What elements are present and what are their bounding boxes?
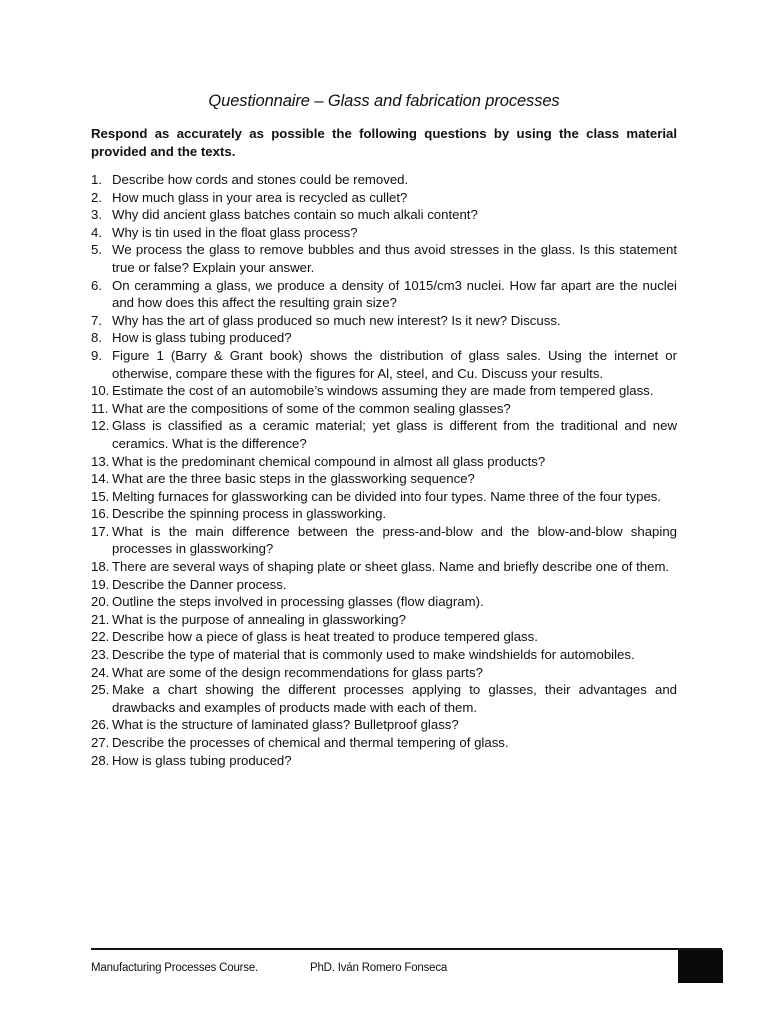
question-text: Why has the art of glass produced so much new interest? Is it new? Discuss. xyxy=(112,312,561,328)
question-number: 7. xyxy=(91,312,102,328)
question-item xyxy=(91,312,677,330)
question-number: 15. xyxy=(91,488,110,504)
question-number: 9. xyxy=(91,347,102,363)
question-item xyxy=(91,206,677,224)
questions-list xyxy=(91,171,677,769)
question-item xyxy=(91,734,677,752)
question-text: What is the purpose of annealing in glassworking? xyxy=(112,611,406,627)
question-text: What are the three basic steps in the glassworking sequence? xyxy=(112,471,475,487)
question-item xyxy=(91,523,677,558)
question-number: 6. xyxy=(91,277,102,293)
question-item xyxy=(91,453,677,471)
question-text: Estimate the cost of an automobile’s windows assuming they are made from tempered glass. xyxy=(112,383,654,399)
question-text: Figure 1 (Barry & Grant book) shows the distribution of glass sales. Using the internet or otherwise, compare these with the figures for Al, steel, and Cu. Discuss your results. xyxy=(112,347,677,381)
question-number: 25. xyxy=(91,682,110,698)
question-text: There are several ways of shaping plate or sheet glass. Name and briefly describe one of them. xyxy=(112,559,670,575)
question-number: 20. xyxy=(91,594,110,610)
question-number: 11. xyxy=(91,400,109,416)
question-text: Describe how cords and stones could be removed. xyxy=(112,172,409,187)
footer-course: Manufacturing Processes Course. xyxy=(91,962,259,974)
question-number: 10. xyxy=(91,383,110,399)
footer-divider xyxy=(91,948,722,950)
question-number: 23. xyxy=(91,647,110,663)
question-text: Glass is classified as a ceramic material; yet glass is different from the traditional and new ceramics. What is the difference? xyxy=(112,418,677,451)
question-item xyxy=(91,716,677,734)
question-text: What are the compositions of some of the common sealing glasses? xyxy=(112,400,511,416)
question-text: What is the structure of laminated glass? Bulletproof glass? xyxy=(112,717,459,733)
question-item xyxy=(91,664,677,682)
question-number: 19. xyxy=(91,576,110,592)
question-item xyxy=(91,417,677,452)
question-number: 4. xyxy=(91,224,102,240)
question-item xyxy=(91,488,677,506)
question-text: On ceramming a glass, we produce a density of 1015/cm3 nuclei. How far apart are the nuclei and how does this affect the resulting grain size? xyxy=(112,277,677,311)
question-item xyxy=(91,277,677,312)
question-text: Describe the processes of chemical and thermal tempering of glass. xyxy=(112,735,509,750)
question-text: How is glass tubing produced? xyxy=(112,330,292,346)
question-text: Describe the spinning process in glassworking. xyxy=(112,506,387,522)
question-text: Make a chart showing the different processes applying to glasses, their advantages and drawbacks and examples of products made with each of them. xyxy=(112,682,677,715)
footer-page-box xyxy=(678,950,723,983)
question-number: 14. xyxy=(91,471,110,487)
question-number: 2. xyxy=(91,189,102,205)
question-text: Why did ancient glass batches contain so much alkali content? xyxy=(112,207,478,223)
question-text: Melting furnaces for glassworking can be divided into four types. Name three of the four types. xyxy=(112,488,662,504)
question-number: 18. xyxy=(91,559,110,575)
question-item xyxy=(91,558,677,576)
question-item xyxy=(91,171,677,189)
question-text: Describe how a piece of glass is heat treated to produce tempered glass. xyxy=(112,629,538,645)
question-item xyxy=(91,241,677,276)
footer-author: PhD. Iván Romero Fonseca xyxy=(310,962,448,974)
question-number: 16. xyxy=(91,506,110,522)
question-item xyxy=(91,189,677,207)
question-number: 22. xyxy=(91,629,110,645)
question-number: 24. xyxy=(91,664,110,680)
question-text: How much glass in your area is recycled as cullet? xyxy=(112,189,408,205)
question-text: We process the glass to remove bubbles and thus avoid stresses in the glass. Is this statement true or false? Explain your answer. xyxy=(112,242,677,275)
question-item xyxy=(91,347,677,382)
question-item xyxy=(91,382,677,400)
question-number: 3. xyxy=(91,207,102,223)
question-number: 13. xyxy=(91,453,110,469)
question-item xyxy=(91,681,677,716)
question-item xyxy=(91,470,677,488)
question-item xyxy=(91,628,677,646)
question-text: What is the main difference between the press-and-blow and the blow-and-blow shaping processes in glassworking? xyxy=(112,523,677,557)
question-text: How is glass tubing produced? xyxy=(112,752,292,768)
question-number: 28. xyxy=(91,752,110,768)
question-text: Outline the steps involved in processing glasses (flow diagram). xyxy=(112,594,484,610)
question-text: Describe the Danner process. xyxy=(112,576,287,592)
question-item xyxy=(91,400,677,418)
instructions-text: Respond as accurately as possible the following questions by using the class material provided and the texts. xyxy=(91,126,677,159)
question-item xyxy=(91,611,677,629)
question-item xyxy=(91,752,677,770)
question-number: 12. xyxy=(91,418,110,434)
question-text: Why is tin used in the float glass process? xyxy=(112,224,358,240)
question-number: 21. xyxy=(91,611,110,627)
question-item xyxy=(91,646,677,664)
question-item xyxy=(91,505,677,523)
question-number: 26. xyxy=(91,717,110,733)
question-text: What is the predominant chemical compound in almost all glass products? xyxy=(112,453,546,469)
question-text: What are some of the design recommendations for glass parts? xyxy=(112,664,483,680)
question-number: 27. xyxy=(91,735,110,750)
question-item xyxy=(91,576,677,594)
question-number: 8. xyxy=(91,330,102,346)
question-number: 1. xyxy=(91,172,102,187)
question-item xyxy=(91,593,677,611)
document-title: Questionnaire – Glass and fabrication processes xyxy=(208,92,560,110)
question-number: 5. xyxy=(91,242,102,258)
question-item xyxy=(91,329,677,347)
question-number: 17. xyxy=(91,523,110,539)
question-item xyxy=(91,224,677,242)
question-text: Describe the type of material that is commonly used to make windshields for automobiles. xyxy=(112,647,635,663)
